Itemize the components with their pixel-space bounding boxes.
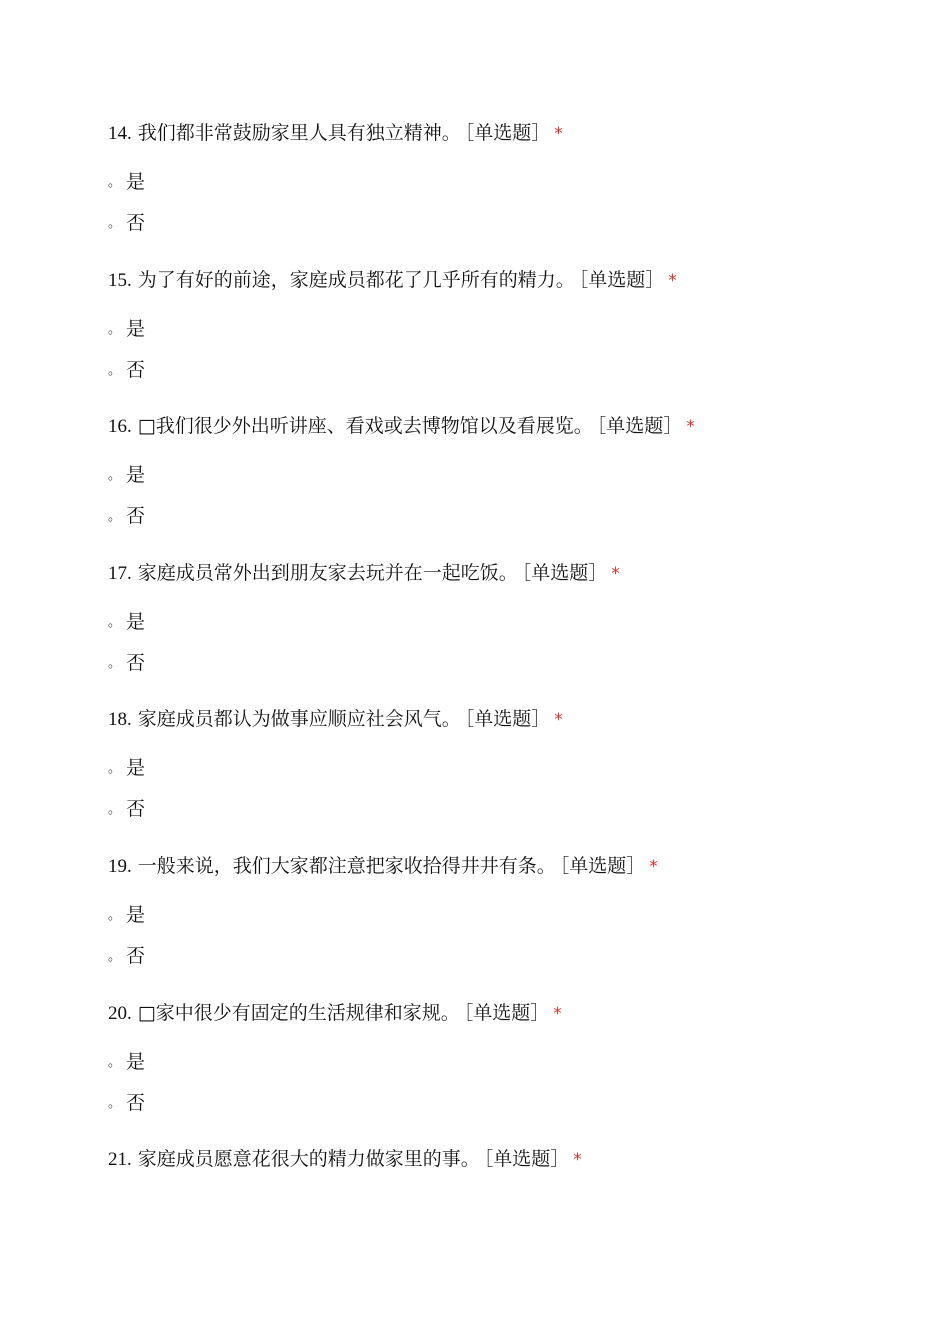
option-yes[interactable] — [108, 168, 145, 196]
option-label: 否 — [126, 358, 146, 381]
option-bullet-icon: 。 — [108, 321, 122, 337]
option-yes[interactable] — [108, 754, 145, 782]
option-label: 是 — [126, 1050, 146, 1073]
option-bullet-icon: 。 — [108, 175, 122, 190]
option-label: 是 — [126, 757, 146, 780]
option-label: 是 — [126, 171, 146, 193]
option-no[interactable] — [108, 795, 145, 823]
question-title — [108, 1144, 582, 1174]
question-item — [108, 851, 908, 998]
question-text: 我们都非常鼓励家里人具有独立精神。 — [137, 122, 461, 144]
question-text: 为了有好的前途，家庭成员都花了几乎所有的精力。 — [137, 268, 575, 291]
question-type-tag: ［单选题］ — [578, 268, 665, 291]
option-bullet-icon: 。 — [108, 509, 122, 525]
option-bullet-icon: 。 — [108, 614, 122, 630]
option-label: 否 — [126, 505, 146, 528]
option-label: 否 — [126, 944, 146, 967]
question-type-tag: ［单选题］ — [559, 854, 646, 877]
question-number: 14. — [108, 123, 132, 144]
option-bullet-icon: 。 — [108, 907, 122, 923]
option-bullet-icon: 。 — [108, 761, 122, 777]
question-item — [108, 998, 908, 1145]
question-type-tag: ［单选题］ — [464, 122, 551, 144]
question-text: □我们很少外出听讲座、看戏或去博物馆以及看展览。 — [137, 415, 593, 438]
option-label: 是 — [126, 610, 146, 633]
question-item — [108, 558, 908, 705]
question-title — [108, 558, 620, 588]
question-type-tag: ［单选题］ — [521, 561, 608, 584]
question-title — [108, 704, 563, 734]
option-no[interactable] — [108, 502, 145, 530]
option-bullet-icon: 。 — [108, 362, 122, 378]
required-asterisk: * — [649, 856, 658, 877]
option-bullet-icon: 。 — [108, 1054, 122, 1070]
question-title — [108, 265, 677, 295]
option-bullet-icon: 。 — [108, 1095, 122, 1111]
question-list — [108, 118, 908, 1291]
question-type-tag: ［单选题］ — [463, 1001, 550, 1024]
option-no[interactable] — [108, 209, 145, 237]
question-text: 家庭成员都认为做事应顺应社会风气。 — [137, 708, 461, 731]
question-text: 家庭成员常外出到朋友家去玩并在一起吃饭。 — [137, 561, 518, 584]
question-number: 17. — [108, 562, 132, 584]
question-number: 19. — [108, 855, 132, 877]
question-number: 20. — [108, 1002, 132, 1024]
option-label: 否 — [126, 1091, 146, 1114]
question-number: 15. — [108, 269, 132, 291]
question-title — [108, 411, 695, 441]
option-yes[interactable] — [108, 901, 145, 929]
option-label: 否 — [126, 798, 146, 821]
question-text: 一般来说，我们大家都注意把家收拾得井井有条。 — [137, 854, 556, 877]
question-title — [108, 998, 562, 1028]
option-yes[interactable] — [108, 1048, 145, 1076]
option-yes[interactable] — [108, 461, 145, 489]
option-bullet-icon: 。 — [108, 468, 122, 484]
required-asterisk: * — [668, 270, 677, 291]
question-title — [108, 851, 658, 881]
option-label: 否 — [126, 212, 146, 234]
question-item — [108, 704, 908, 851]
required-asterisk: * — [553, 1003, 562, 1024]
question-item — [108, 411, 908, 558]
option-no[interactable] — [108, 356, 145, 384]
required-asterisk: * — [573, 1150, 582, 1171]
required-asterisk: * — [686, 417, 695, 438]
option-label: 是 — [126, 317, 146, 340]
option-no[interactable] — [108, 649, 145, 677]
required-asterisk: * — [554, 124, 563, 144]
option-label: 否 — [126, 651, 146, 674]
option-label: 是 — [126, 903, 146, 926]
option-no[interactable] — [108, 942, 145, 970]
required-asterisk: * — [554, 710, 563, 731]
question-item — [108, 265, 908, 412]
question-type-tag: ［单选题］ — [483, 1148, 570, 1171]
question-type-tag: ［单选题］ — [464, 708, 551, 731]
question-title — [108, 118, 563, 148]
required-asterisk: * — [611, 563, 620, 584]
question-number: 18. — [108, 709, 132, 731]
question-text: □家中很少有固定的生活规律和家规。 — [137, 1001, 460, 1024]
option-bullet-icon: 。 — [108, 655, 122, 671]
question-number: 21. — [108, 1149, 132, 1171]
question-item — [108, 118, 908, 265]
question-type-tag: ［单选题］ — [596, 415, 683, 438]
question-number: 16. — [108, 416, 132, 438]
question-item — [108, 1144, 908, 1291]
option-label: 是 — [126, 464, 146, 487]
option-bullet-icon: 。 — [108, 216, 122, 231]
question-text: 家庭成员愿意花很大的精力做家里的事。 — [137, 1148, 480, 1171]
option-no[interactable] — [108, 1089, 145, 1117]
option-yes[interactable] — [108, 315, 145, 343]
option-bullet-icon: 。 — [108, 948, 122, 964]
option-bullet-icon: 。 — [108, 802, 122, 818]
option-yes[interactable] — [108, 608, 145, 636]
